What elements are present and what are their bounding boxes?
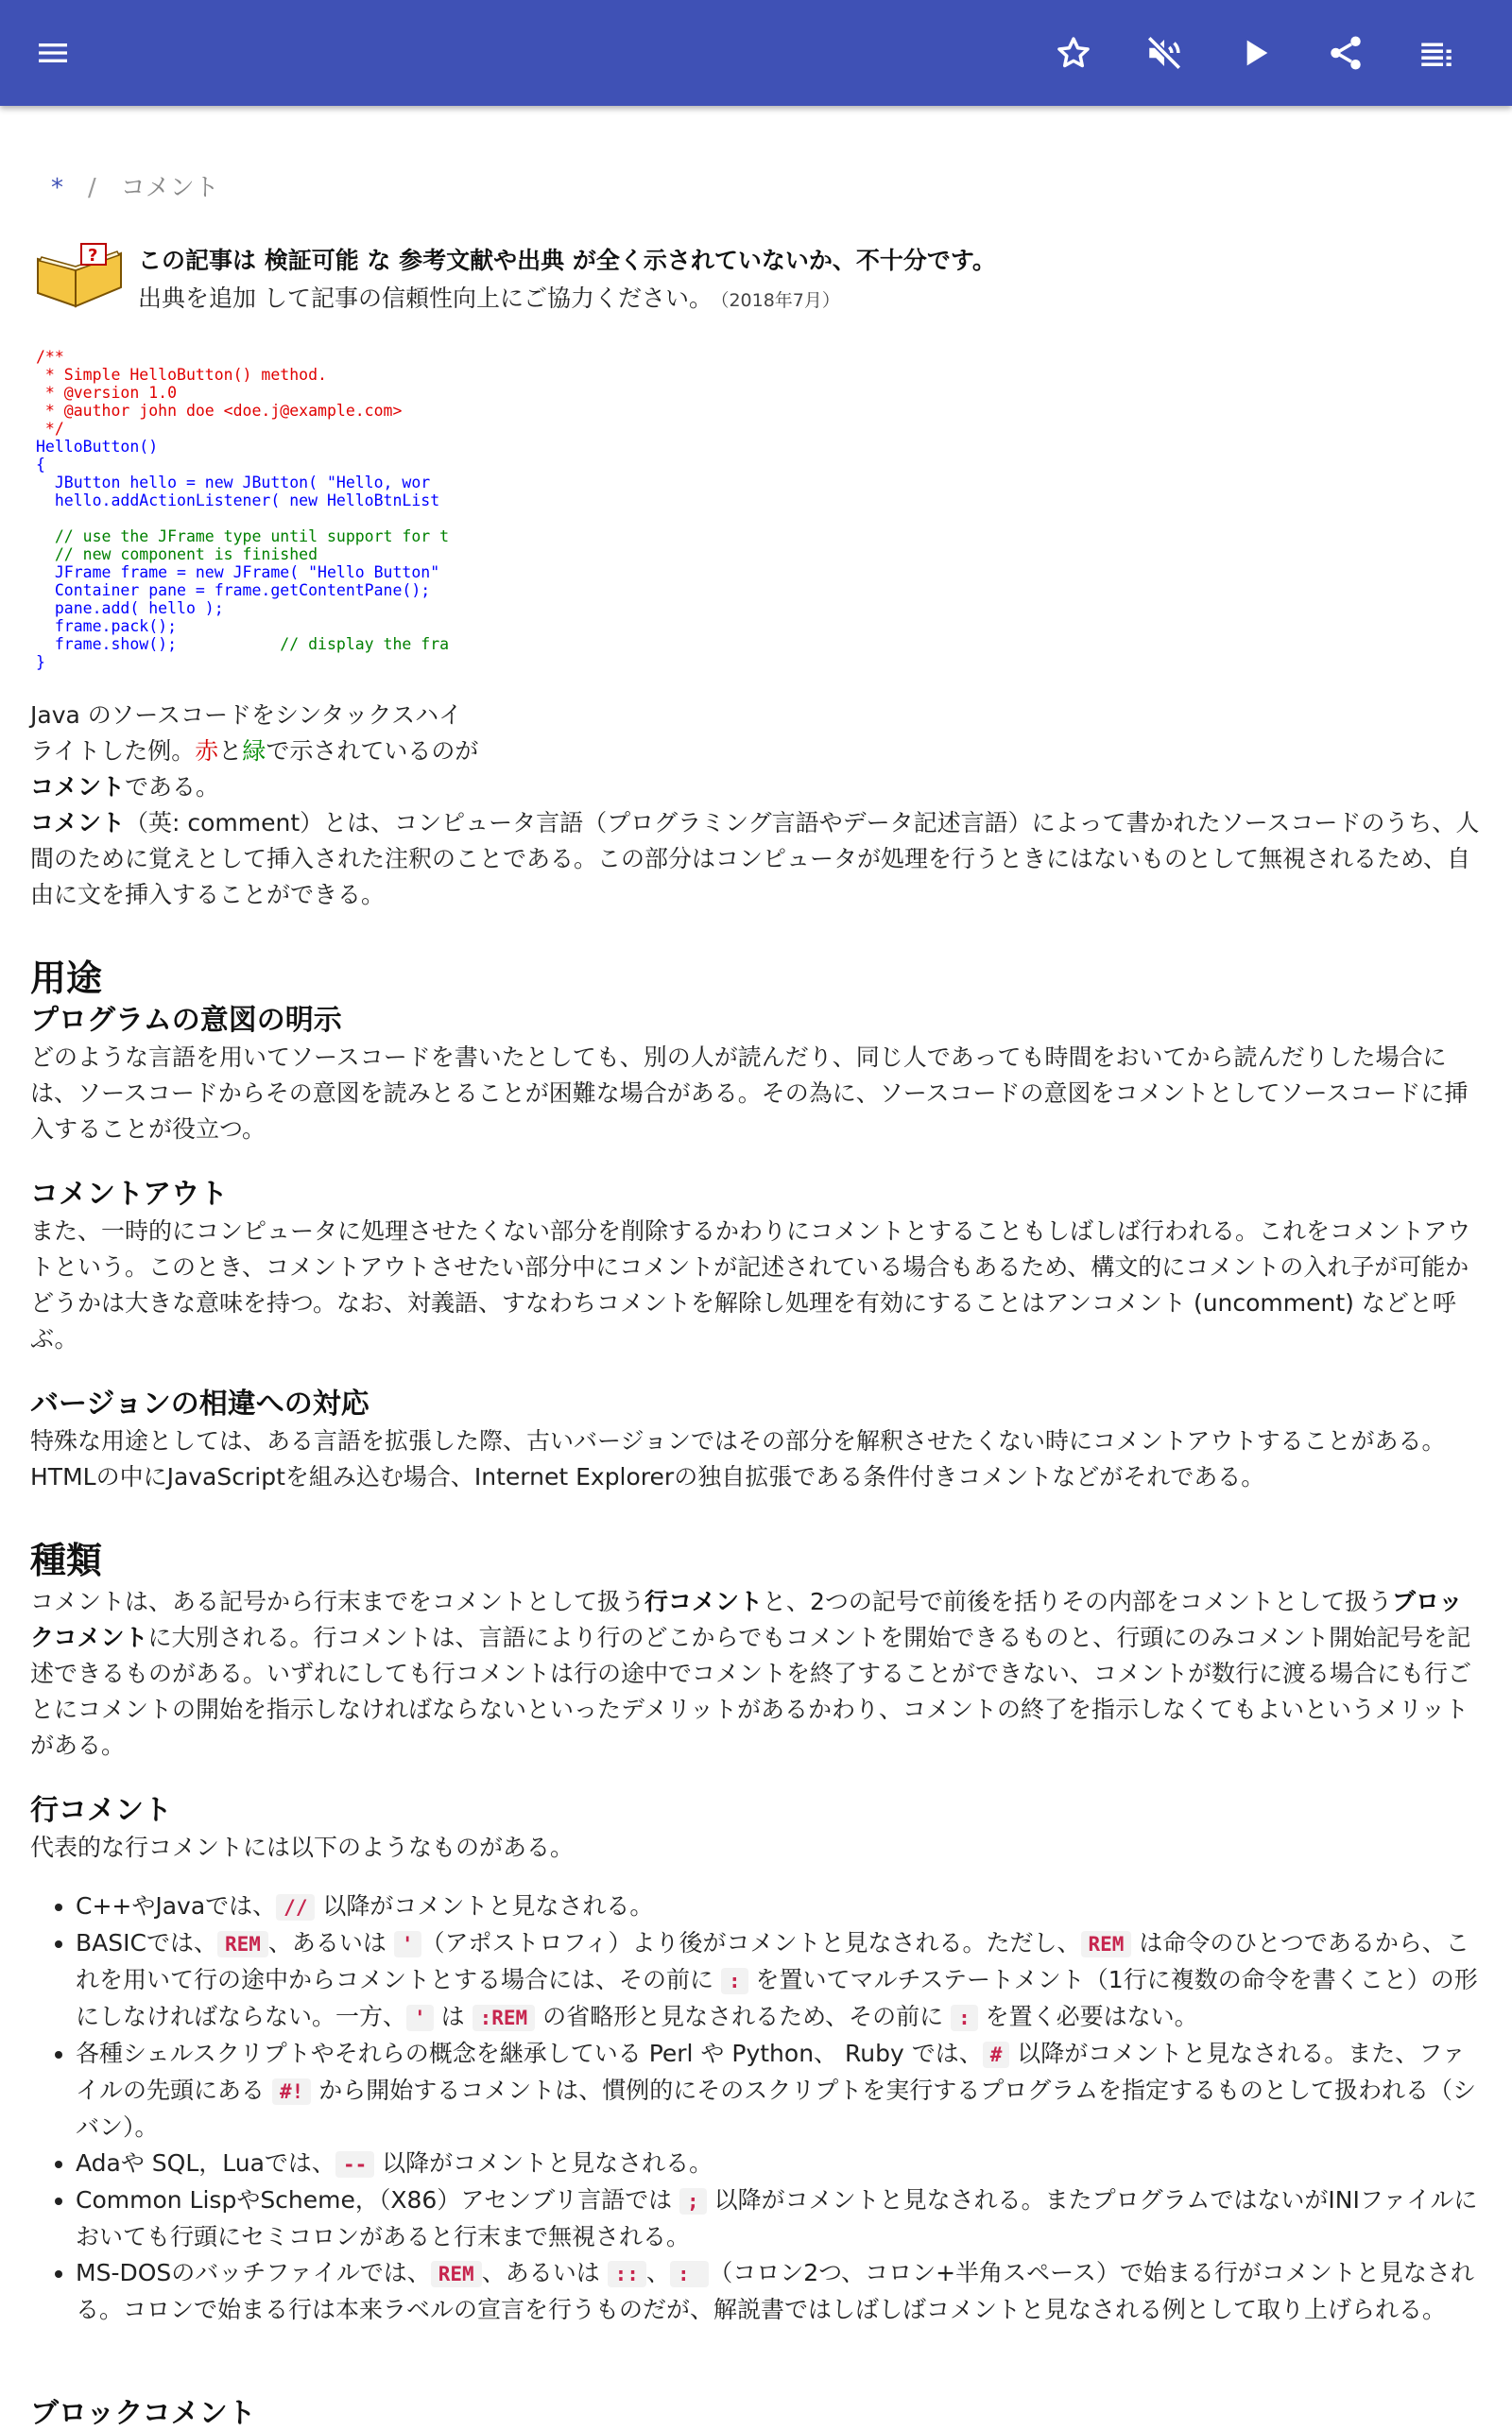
- playlist-icon: [1417, 33, 1456, 73]
- article: [30, 151, 1482, 2328]
- list-item: • 各種シェルスクリプトやそれらの概念を継承している Perl や Python、 Ruby では、 # 以降がコメントと見なされる。また、ファイルの先頭にある #! から開始するコメントは、慣例的にそのスクリプトを実行するプログラムを指定するものとして扱われる（シバン）。: [76, 2036, 1482, 2146]
- subsection-block-comment-title: ブロックコメント: [30, 2397, 256, 2430]
- subsection-intent-text: どのような言語を用いてソースコードを書いたとしても、別の人が読んだり、同じ人であっても時間をおいてから読んだりした場合には、ソースコードからその意図を読みとることが困難な場合がある。その為に、ソースコードの意図をコメントとしてソースコードに挿入することが役立つ。: [30, 1043, 1469, 1143]
- app-bar: [0, 0, 1512, 106]
- list-item: • Common LispやScheme，（X86）アセンブリ言語では ; 以降がコメントと見なされる。またプログラムではないがINIファイルにおいても行頭にセミコロンがあると行末まで無視される。: [76, 2182, 1482, 2255]
- play-icon: [1236, 34, 1274, 72]
- contents-button[interactable]: [1410, 26, 1463, 79]
- citation-notice: [30, 238, 1482, 314]
- notice-text: 出典を追加 して記事の信頼性向上にご協力ください。 （2018年7月）: [138, 284, 840, 312]
- subsection-version-title: バージョンの相違への対応: [30, 1388, 369, 1421]
- intro-paragraph: コメント（英: comment）とは、コンピュータ言語（プログラミング言語やデータ記述言語）によって書かれたソースコードのうち、人間のために覚えとして挿入された注釈のことである。この部分はコンピュータが処理を行うときにはないものとして無視されるため、自由に文を挿入することができる。: [30, 809, 1480, 908]
- notice-date: （2018年7月）: [719, 290, 840, 311]
- list-item: • BASICでは、 REM 、あるいは ' （アポストロフィ）より後がコメントと見なされる。ただし、 REM は命令のひとつであるから、これを用いて行の途中からコメントとする場合には、その前に : を置いてマルチステートメント（1行に複数の命令を書くこと）の形にしなければならない。一方、 ' は :REM の省略形と見なされるため、その前に : を置く必要はない。: [76, 1925, 1482, 2036]
- menu-button[interactable]: [26, 26, 79, 79]
- list-item: • Adaや SQL，Luaでは、 -- 以降がコメントと見なされる。: [76, 2146, 1482, 2182]
- mute-button[interactable]: [1138, 26, 1191, 79]
- list-item: • C++やJavaでは、 // 以降がコメントと見なされる。: [76, 1888, 1482, 1925]
- code-example-image: /** * Simple HelloButton() method. * @version 1.0 * @author john doe <doe.j@example.com> */ HelloButton() { JButton hello = new JButton( "Hello, wor hello.addActionListener( new HelloBtnList // use the JFrame type until support for t // new component is finished JFrame frame = new JFrame( "Hello Button" Container pane = frame.getContentPane(); pane.add( hello ); frame.pack(); frame.show(); // display the fra }: [36, 348, 450, 671]
- section-types-title: 種類: [30, 1540, 103, 1581]
- subsection-commentout-text: また、一時的にコンピュータに処理させたくない部分を削除するかわりにコメントとすることもしばしば行われる。これをコメントアウトという。このとき、コメントアウトさせたい部分中にコメントが記述されている場合もあるため、構文的にコメントの入れ子が可能かどうかは大きな意味を持つ。なお、対義語、すなわちコメントを解除し処理を有効にすることはアンコメント (uncomment) などと呼ぶ。: [30, 1217, 1471, 1353]
- bookmark-button[interactable]: [1047, 26, 1100, 79]
- star-icon: [1054, 33, 1093, 73]
- subsection-intent-title: プログラムの意図の明示: [30, 1004, 342, 1037]
- menu-icon: [34, 34, 72, 72]
- image-caption: Java のソースコードをシンタックスハイライトした例。赤と緑で示されているのがコメントである。: [30, 701, 479, 801]
- breadcrumb-current: コメント: [120, 174, 219, 202]
- breadcrumb: [51, 168, 1482, 210]
- subsection-version-text: 特殊な用途としては、ある言語を拡張した際、古いバージョンではその部分を解釈させたくない時にコメントアウトすることがある。HTMLの中にJavaScriptを組み込む場合、Internet Explorerの独自拡張である条件付きコメントなどがそれである。: [30, 1427, 1446, 1491]
- line-comment-intro: 代表的な行コメントには以下のようなものがある。: [30, 1834, 575, 1861]
- share-button[interactable]: [1319, 26, 1372, 79]
- breadcrumb-separator: /: [88, 174, 96, 202]
- subsection-commentout-title: コメントアウト: [30, 1178, 229, 1211]
- section-usage-title: 用途: [30, 957, 103, 999]
- mute-icon: [1144, 33, 1184, 73]
- notice-title: この記事は 検証可能 な 参考文献や出典 が全く示されていないか、不十分です。: [138, 247, 996, 274]
- book-icon: [34, 238, 125, 310]
- svg-text:?: ?: [88, 246, 98, 266]
- share-icon: [1326, 33, 1366, 73]
- breadcrumb-home[interactable]: *: [51, 174, 63, 202]
- play-button[interactable]: [1228, 26, 1281, 79]
- list-item: • MS-DOSのバッチファイルでは、 REM 、あるいは :: 、 : （コロン2つ、コロン+半角スペース）で始まる行がコメントと見なされる。コロンで始まる行は本来ラベルの宣言を行うものだが、解説書ではしばしばコメントと見なされる例として取り上げられる。: [76, 2255, 1482, 2328]
- line-comment-list: [30, 1888, 1482, 2328]
- types-paragraph: コメントは、ある記号から行末までをコメントとして扱う行コメントと、2つの記号で前後を括りその内部をコメントとして扱うブロックコメントに大別される。行コメントは、言語により行のどこからでもコメントを開始できるものと、行頭にのみコメント開始記号を記述できるものがある。いずれにしても行コメントは行の途中でコメントを終了することができない、コメントが数行に渡る場合にも行ごとにコメントの開始を指示しなければならないといったデメリットがあるかわり、コメントの終了を指示しなくてもよいというメリットがある。: [30, 1588, 1472, 1759]
- subsection-line-comment-title: 行コメント: [30, 1794, 172, 1827]
